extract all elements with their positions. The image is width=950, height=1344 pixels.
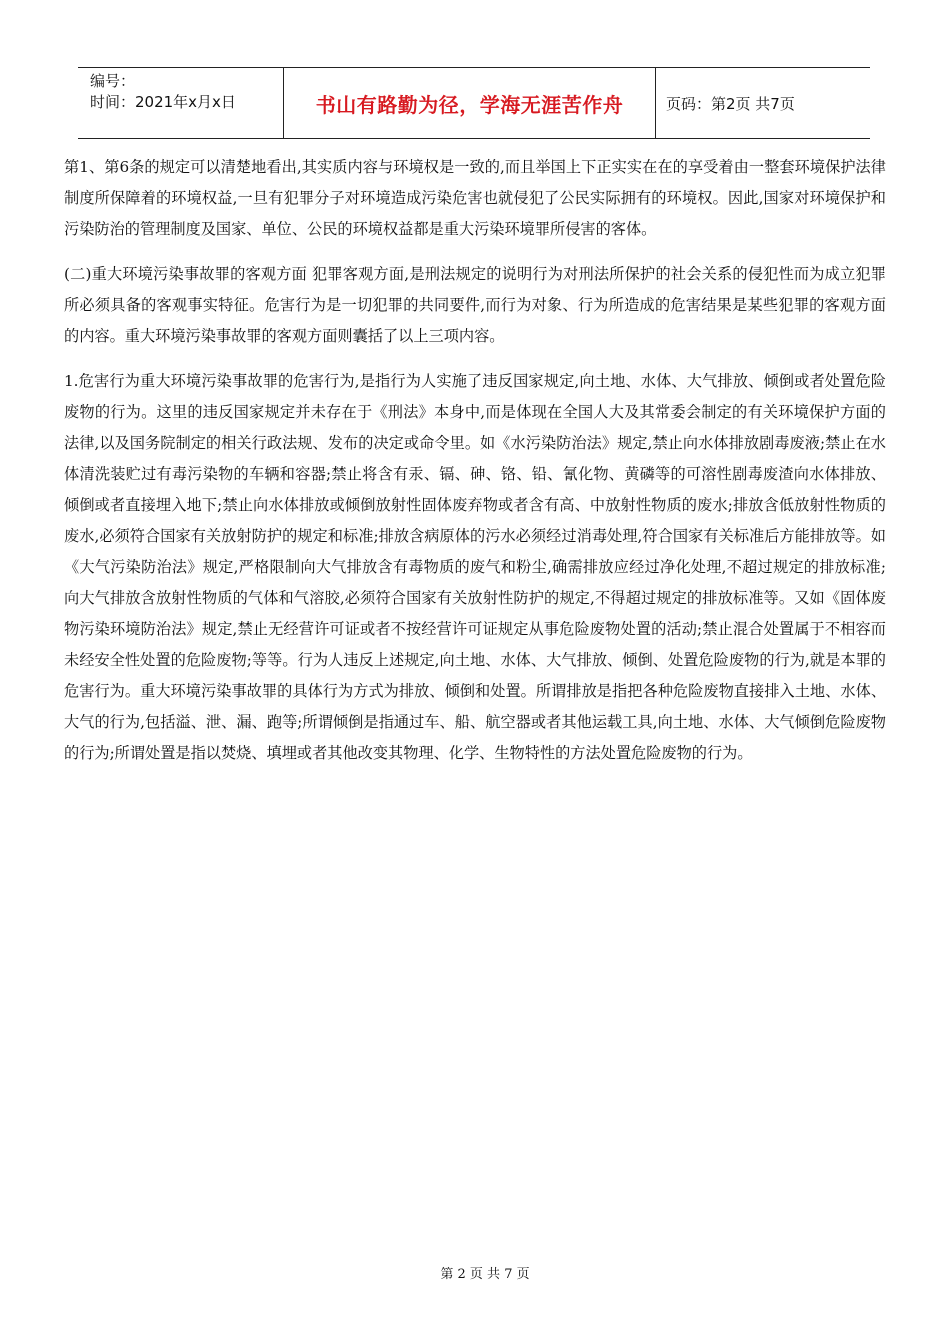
header-meta <box>78 68 283 138</box>
paragraph: 第1、第6条的规定可以清楚地看出,其实质内容与环境权是一致的,而且举国上下正实实在在的享受着由一整套环境保护法律制度所保障着的环境权益,一旦有犯罪分子对环境造成污染危害也就侵犯了公民实际拥有的环境权。因此,国家对环境保护和污染防治的管理制度及国家、单位、公民的环境权益都是重大污染环境罪所侵害的客体。 <box>64 158 886 238</box>
page-header <box>78 67 870 139</box>
serial-number-label: 编号： <box>90 72 136 90</box>
page-footer: 第 2 页 共 7 页 <box>440 1267 530 1282</box>
date-label: 时间：2021年x月x日 <box>90 93 236 111</box>
header-motto: 书山有路勤为径，学海无涯苦作舟 <box>283 68 656 138</box>
header-page-number: 页码：第2页 共7页 <box>666 94 795 113</box>
document-body <box>64 152 886 783</box>
paragraph: 1.危害行为重大环境污染事故罪的危害行为,是指行为人实施了违反国家规定,向土地、水体、大气排放、倾倒或者处置危险废物的行为。这里的违反国家规定并未存在于《刑法》本身中,而是体现在全国人大及其常委会制定的有关环境保护方面的法律,以及国务院制定的相关行政法规、发布的决定或命令里。如《水污染防治法》规定,禁止向水体排放剧毒废液;禁止在水体清洗装贮过有毒污染物的车辆和容器;禁止将含有汞、镉、砷、铬、铅、氰化物、黄磷等的可溶性剧毒废渣向水体排放、倾倒或者直接埋入地下;禁止向水体排放或倾倒放射性固体废弃物或者含有高、中放射性物质的废水;排放含低放射性物质的废水,必须符合国家有关放射防护的规定和标准;排放含病原体的污水必须经过消毒处理,符合国家有关标准后方能排放等。如《大气污染防治法》规定,严格限制向大气排放含有毒物质的废气和粉尘,确需排放应经过净化处理,不超过规定的排放标准;向大气排放含放射性物质的气体和气溶胶,必须符合国家有关放射性防护的规定,不得超过规定的排放标准等。又如《固体废物污染环境防治法》规定,禁止无经营许可证或者不按经营许可证规定从事危险废物处置的活动;禁止混合处置属于不相容而未经安全性处置的危险废物;等等。行为人违反上述规定,向土地、水体、大气排放、倾倒、处置危险废物的行为,就是本罪的危害行为。重大环境污染事故罪的具体行为方式为排放、倾倒和处置。所谓排放是指把各种危险废物直接排入土地、水体、大气的行为,包括溢、泄、漏、跑等;所谓倾倒是指通过车、船、航空器或者其他运载工具,向土地、水体、大气倾倒危险废物的行为;所谓处置是指以焚烧、填埋或者其他改变其物理、化学、生物特性的方法处置危险废物的行为。 <box>64 372 886 762</box>
paragraph: (二)重大环境污染事故罪的客观方面 犯罪客观方面,是刑法规定的说明行为对刑法所保护的社会关系的侵犯性而为成立犯罪所必须具备的客观事实特征。危害行为是一切犯罪的共同要件,而行为对象、行为所造成的危害结果是某些犯罪的客观方面的内容。重大环境污染事故罪的客观方面则囊括了以上三项内容。 <box>64 265 886 345</box>
